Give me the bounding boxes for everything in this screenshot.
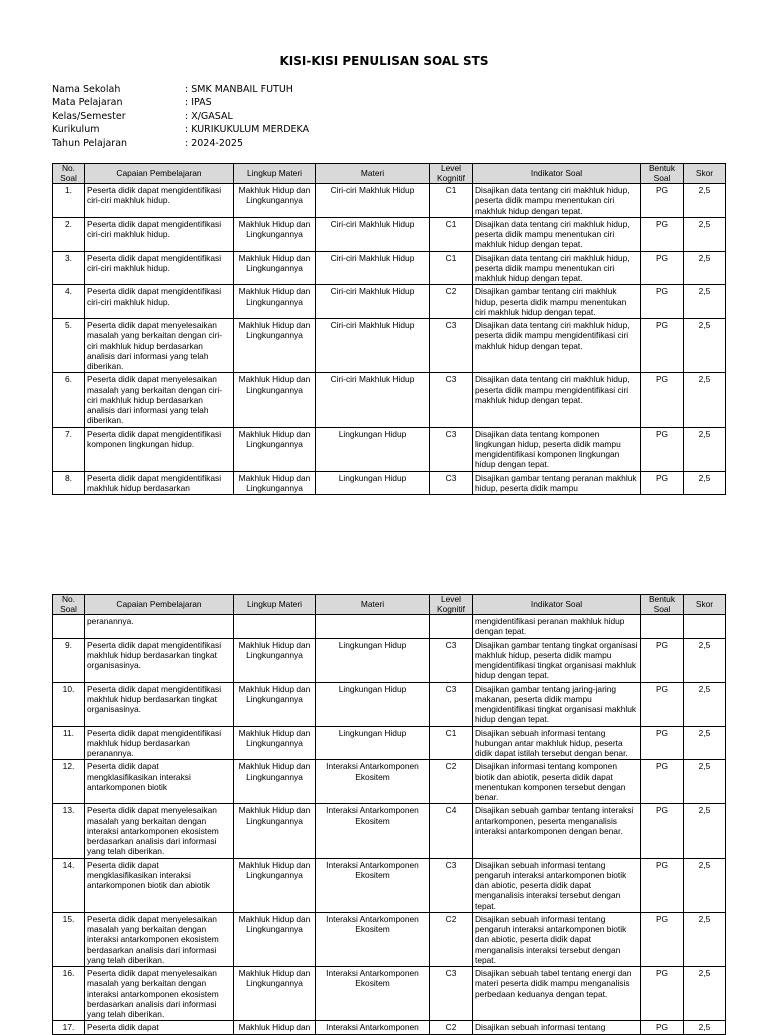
cell-level: C3 [430, 682, 473, 726]
cell-bentuk: PG [641, 319, 684, 373]
cell-level: C2 [430, 912, 473, 966]
cell-lingkup: Makhluk Hidup dan Lingkungannya [234, 427, 316, 471]
cell-indikator: Disajikan sebuah informasi tentang [473, 1021, 641, 1034]
cell-indikator: Disajikan sebuah informasi tentang pengaruh interaksi antarkomponen biotik dan abiotic, peserta didik dapat menganalisis interaksi tersebut dengan tepat. [473, 912, 641, 966]
table-row [53, 615, 726, 639]
cell-lingkup: Makhluk Hidup dan [234, 1021, 316, 1034]
header-capaian: Capaian Pembelajaran [85, 164, 234, 184]
table-row [53, 804, 726, 858]
cell-bentuk: PG [641, 285, 684, 319]
cell-indikator: Disajikan data tentang ciri makhluk hidup, peserta didik mampu mengidentifikasi ciri makhluk hidup dengan tepat. [473, 373, 641, 427]
table-row [53, 184, 726, 218]
question-grid-table-page-1 [52, 163, 726, 495]
cell-indikator: Disajikan sebuah informasi tentang pengaruh interaksi antarkomponen biotik dan abiotic, peserta didik dapat menganalisis interaksi tersebut dengan tepat. [473, 858, 641, 912]
cell-no-soal: 12. [53, 760, 85, 804]
cell-no-soal: 10. [53, 682, 85, 726]
cell-no-soal: 17. [53, 1021, 85, 1034]
cell-materi: Ciri-ciri Makhluk Hidup [316, 319, 430, 373]
cell-indikator: Disajikan sebuah gambar tentang interaksi antarkomponen, peserta menganalisis interaksi antarkomponen dengan benar. [473, 804, 641, 858]
cell-materi: Ciri-ciri Makhluk Hidup [316, 217, 430, 251]
cell-capaian: Peserta didik dapat menyelesaikan masalah yang berkaitan dengan interaksi antarkomponen ekosistem berdasarkan analisis dari informasi yang telah diberikan. [85, 967, 234, 1021]
table-row [53, 912, 726, 966]
cell-materi: Interaksi Antarkomponen Ekositem [316, 760, 430, 804]
cell-lingkup: Makhluk Hidup dan Lingkungannya [234, 760, 316, 804]
cell-skor: 2,5 [684, 427, 726, 471]
cell-capaian: Peserta didik dapat mengidentifikasi makhluk hidup berdasarkan tingkat organisasinya. [85, 682, 234, 726]
cell-level: C4 [430, 804, 473, 858]
cell-indikator: Disajikan gambar tentang jaring-jaring makanan, peserta didik mampu mengidentifikasi tingkat organisasi makhluk hidup dengan tepat. [473, 682, 641, 726]
cell-skor: 2,5 [684, 858, 726, 912]
cell-lingkup: Makhluk Hidup dan Lingkungannya [234, 184, 316, 218]
header-lingkup: Lingkup Materi [234, 164, 316, 184]
header-materi: Materi [316, 164, 430, 184]
cell-bentuk: PG [641, 184, 684, 218]
cell-lingkup: Makhluk Hidup dan Lingkungannya [234, 373, 316, 427]
cell-materi: Interaksi Antarkomponen Ekositem [316, 967, 430, 1021]
header-bentuk: Bentuk Soal [641, 595, 684, 615]
cell-bentuk: PG [641, 1021, 684, 1034]
table-header-row [53, 595, 726, 615]
cell-level: C1 [430, 726, 473, 760]
cell-materi: Ciri-ciri Makhluk Hidup [316, 373, 430, 427]
cell-materi: Lingkungan Hidup [316, 427, 430, 471]
meta-value: : IPAS [185, 97, 212, 109]
table-row [53, 967, 726, 1021]
cell-indikator: Disajikan gambar tentang ciri makhluk hidup, peserta didik mampu menentukan ciri makhluk hidup dengan tepat. [473, 285, 641, 319]
cell-indikator: Disajikan data tentang ciri makhluk hidup, peserta didik mampu menentukan ciri makhluk hidup dengan tepat. [473, 217, 641, 251]
cell-skor: 2,5 [684, 251, 726, 285]
table-row [53, 858, 726, 912]
meta-value: : X/GASAL [185, 110, 233, 122]
cell-level: C2 [430, 760, 473, 804]
cell-materi: Lingkungan Hidup [316, 682, 430, 726]
cell-materi: Ciri-ciri Makhluk Hidup [316, 285, 430, 319]
header-no-soal: No. Soal [53, 164, 85, 184]
meta-row-school [52, 83, 309, 96]
cell-bentuk [641, 615, 684, 639]
table-row [53, 471, 726, 495]
cell-skor: 2,5 [684, 184, 726, 218]
cell-lingkup: Makhluk Hidup dan Lingkungannya [234, 319, 316, 373]
cell-skor [684, 615, 726, 639]
cell-lingkup: Makhluk Hidup dan Lingkungannya [234, 726, 316, 760]
cell-capaian: Peserta didik dapat mengidentifikasi ciri-ciri makhluk hidup. [85, 217, 234, 251]
header-indikator: Indikator Soal [473, 164, 641, 184]
meta-label: Tahun Pelajaran [52, 137, 128, 149]
cell-capaian: Peserta didik dapat mengidentifikasi ciri-ciri makhluk hidup. [85, 251, 234, 285]
cell-no-soal: 14. [53, 858, 85, 912]
cell-capaian: Peserta didik dapat mengklasifikasikan interaksi antarkomponen biotik [85, 760, 234, 804]
cell-level: C1 [430, 217, 473, 251]
meta-row-year [52, 137, 309, 150]
table-row [53, 319, 726, 373]
meta-row-class [52, 110, 309, 123]
cell-skor: 2,5 [684, 912, 726, 966]
cell-skor: 2,5 [684, 967, 726, 1021]
cell-skor: 2,5 [684, 638, 726, 682]
table-row [53, 760, 726, 804]
cell-lingkup: Makhluk Hidup dan Lingkungannya [234, 251, 316, 285]
cell-lingkup: Makhluk Hidup dan Lingkungannya [234, 471, 316, 495]
cell-capaian: Peserta didik dapat mengidentifikasi makhluk hidup berdasarkan [85, 471, 234, 495]
cell-level: C3 [430, 471, 473, 495]
cell-level: C3 [430, 858, 473, 912]
cell-level: C1 [430, 184, 473, 218]
header-indikator: Indikator Soal [473, 595, 641, 615]
cell-capaian: Peserta didik dapat menyelesaikan masalah yang berkaitan dengan interaksi antarkomponen ekosistem berdasarkan analisis dari informasi yang telah diberikan. [85, 804, 234, 858]
cell-capaian: Peserta didik dapat menyelesaikan masalah yang berkaitan dengan interaksi antarkomponen ekosistem berdasarkan analisis dari informasi yang telah diberikan. [85, 912, 234, 966]
cell-bentuk: PG [641, 912, 684, 966]
cell-level: C3 [430, 319, 473, 373]
cell-capaian: Peserta didik dapat mengidentifikasi makhluk hidup berdasarkan peranannya. [85, 726, 234, 760]
cell-materi: Interaksi Antarkomponen [316, 1021, 430, 1034]
cell-lingkup: Makhluk Hidup dan Lingkungannya [234, 912, 316, 966]
cell-indikator: Disajikan gambar tentang peranan makhluk hidup, peserta didik mampu [473, 471, 641, 495]
cell-no-soal: 13. [53, 804, 85, 858]
cell-no-soal [53, 615, 85, 639]
cell-no-soal: 5. [53, 319, 85, 373]
cell-skor: 2,5 [684, 285, 726, 319]
cell-bentuk: PG [641, 682, 684, 726]
cell-materi [316, 615, 430, 639]
cell-bentuk: PG [641, 471, 684, 495]
cell-lingkup: Makhluk Hidup dan Lingkungannya [234, 858, 316, 912]
question-grid-table-page-2 [52, 594, 726, 1035]
cell-lingkup: Makhluk Hidup dan Lingkungannya [234, 804, 316, 858]
header-lingkup: Lingkup Materi [234, 595, 316, 615]
school-info [52, 83, 309, 150]
table-row [53, 217, 726, 251]
cell-capaian: Peserta didik dapat [85, 1021, 234, 1034]
meta-row-curriculum [52, 123, 309, 136]
cell-indikator: Disajikan data tentang ciri makhluk hidup, peserta didik mampu menentukan ciri makhluk hidup dengan tepat. [473, 251, 641, 285]
table-row [53, 251, 726, 285]
cell-no-soal: 4. [53, 285, 85, 319]
cell-capaian: Peserta didik dapat mengidentifikasi makhluk hidup berdasarkan tingkat organisasinya. [85, 638, 234, 682]
header-no-soal: No. Soal [53, 595, 85, 615]
cell-indikator: mengidentifikasi peranan makhluk hidup dengan tepat. [473, 615, 641, 639]
cell-bentuk: PG [641, 804, 684, 858]
meta-label: Kelas/Semester [52, 110, 126, 122]
cell-materi: Ciri-ciri Makhluk Hidup [316, 251, 430, 285]
cell-skor: 2,5 [684, 471, 726, 495]
cell-skor: 2,5 [684, 1021, 726, 1034]
cell-indikator: Disajikan data tentang ciri makhluk hidup, peserta didik mampu mengidentifikasi ciri makhluk hidup dengan tepat. [473, 319, 641, 373]
cell-level: C3 [430, 427, 473, 471]
cell-level: C3 [430, 373, 473, 427]
meta-label: Mata Pelajaran [52, 97, 123, 109]
cell-level: C3 [430, 967, 473, 1021]
cell-level: C2 [430, 1021, 473, 1034]
cell-bentuk: PG [641, 760, 684, 804]
cell-indikator: Disajikan data tentang komponen lingkungan hidup, peserta didik mampu mengidentifikasi komponen lingkungan hidup dengan tepat. [473, 427, 641, 471]
cell-skor: 2,5 [684, 682, 726, 726]
table-row [53, 638, 726, 682]
cell-indikator: Disajikan sebuah tabel tentang energi dan materi peserta didik mampu menganalisis perbedaan keduanya dengan tepat. [473, 967, 641, 1021]
cell-lingkup: Makhluk Hidup dan Lingkungannya [234, 217, 316, 251]
cell-materi: Lingkungan Hidup [316, 726, 430, 760]
cell-bentuk: PG [641, 427, 684, 471]
cell-lingkup [234, 615, 316, 639]
cell-no-soal: 6. [53, 373, 85, 427]
meta-value: : SMK MANBAIL FUTUH [185, 84, 293, 95]
cell-skor: 2,5 [684, 760, 726, 804]
cell-lingkup: Makhluk Hidup dan Lingkungannya [234, 682, 316, 726]
table-row [53, 285, 726, 319]
cell-no-soal: 11. [53, 726, 85, 760]
cell-no-soal: 2. [53, 217, 85, 251]
cell-bentuk: PG [641, 967, 684, 1021]
cell-no-soal: 9. [53, 638, 85, 682]
header-capaian: Capaian Pembelajaran [85, 595, 234, 615]
cell-lingkup: Makhluk Hidup dan Lingkungannya [234, 638, 316, 682]
document-title: KISI-KISI PENULISAN SOAL STS [279, 54, 489, 68]
cell-level: C3 [430, 638, 473, 682]
cell-level: C1 [430, 251, 473, 285]
header-skor: Skor [684, 595, 726, 615]
cell-capaian: peranannya. [85, 615, 234, 639]
cell-materi: Ciri-ciri Makhluk Hidup [316, 184, 430, 218]
cell-capaian: Peserta didik dapat mengidentifikasi ciri-ciri makhluk hidup. [85, 285, 234, 319]
cell-indikator: Disajikan data tentang ciri makhluk hidup, peserta didik mampu menentukan ciri makhluk hidup dengan tepat. [473, 184, 641, 218]
cell-no-soal: 7. [53, 427, 85, 471]
cell-skor: 2,5 [684, 217, 726, 251]
cell-bentuk: PG [641, 638, 684, 682]
cell-materi: Interaksi Antarkomponen Ekositem [316, 912, 430, 966]
meta-value: : KURIKUKULUM MERDEKA [185, 124, 310, 136]
cell-no-soal: 8. [53, 471, 85, 495]
cell-capaian: Peserta didik dapat menyelesaikan masalah yang berkaitan dengan ciri-ciri makhluk hidup berdasarkan analisis dari informasi yang telah diberikan. [85, 373, 234, 427]
cell-capaian: Peserta didik dapat mengidentifikasi komponen lingkungan hidup. [85, 427, 234, 471]
cell-indikator: Disajikan informasi tentang komponen biotik dan abiotik, peserta didik dapat menentukan komponen tersebut dengan benar. [473, 760, 641, 804]
cell-level [430, 615, 473, 639]
cell-no-soal: 16. [53, 967, 85, 1021]
header-level: Level Kognitif [430, 595, 473, 615]
cell-no-soal: 3. [53, 251, 85, 285]
meta-value: : 2024-2025 [185, 137, 244, 149]
header-materi: Materi [316, 595, 430, 615]
cell-bentuk: PG [641, 373, 684, 427]
cell-capaian: Peserta didik dapat menyelesaikan masalah yang berkaitan dengan ciri-ciri makhluk hidup berdasarkan analisis dari informasi yang telah diberikan. [85, 319, 234, 373]
cell-bentuk: PG [641, 726, 684, 760]
table-row [53, 682, 726, 726]
cell-capaian: Peserta didik dapat mengklasifikasikan interaksi antarkomponen biotik dan abiotik [85, 858, 234, 912]
cell-materi: Lingkungan Hidup [316, 471, 430, 495]
table-row [53, 373, 726, 427]
header-level: Level Kognitif [430, 164, 473, 184]
header-skor: Skor [684, 164, 726, 184]
header-bentuk: Bentuk Soal [641, 164, 684, 184]
cell-bentuk: PG [641, 217, 684, 251]
cell-bentuk: PG [641, 251, 684, 285]
cell-capaian: Peserta didik dapat mengidentifikasi ciri-ciri makhluk hidup. [85, 184, 234, 218]
meta-label: Nama Sekolah [52, 84, 121, 95]
table-header-row [53, 164, 726, 184]
cell-indikator: Disajikan sebuah informasi tentang hubungan antar makhluk hidup, peserta didik dapat istilah tersebut dengan benar. [473, 726, 641, 760]
meta-label: Kurikulum [52, 124, 100, 136]
table-row [53, 1021, 726, 1034]
cell-lingkup: Makhluk Hidup dan Lingkungannya [234, 285, 316, 319]
cell-materi: Interaksi Antarkomponen Ekositem [316, 858, 430, 912]
meta-row-subject [52, 96, 309, 109]
cell-indikator: Disajikan gambar tentang tingkat organisasi makhluk hidup, peserta didik mampu mengidentifikasi tingkat organisasi makhluk hidup dengan tepat. [473, 638, 641, 682]
cell-no-soal: 15. [53, 912, 85, 966]
cell-level: C2 [430, 285, 473, 319]
cell-lingkup: Makhluk Hidup dan Lingkungannya [234, 967, 316, 1021]
cell-skor: 2,5 [684, 804, 726, 858]
cell-no-soal: 1. [53, 184, 85, 218]
cell-skor: 2,5 [684, 373, 726, 427]
cell-skor: 2,5 [684, 726, 726, 760]
cell-bentuk: PG [641, 858, 684, 912]
cell-skor: 2,5 [684, 319, 726, 373]
table-row [53, 726, 726, 760]
cell-materi: Interaksi Antarkomponen Ekositem [316, 804, 430, 858]
cell-materi: Lingkungan Hidup [316, 638, 430, 682]
table-row [53, 427, 726, 471]
